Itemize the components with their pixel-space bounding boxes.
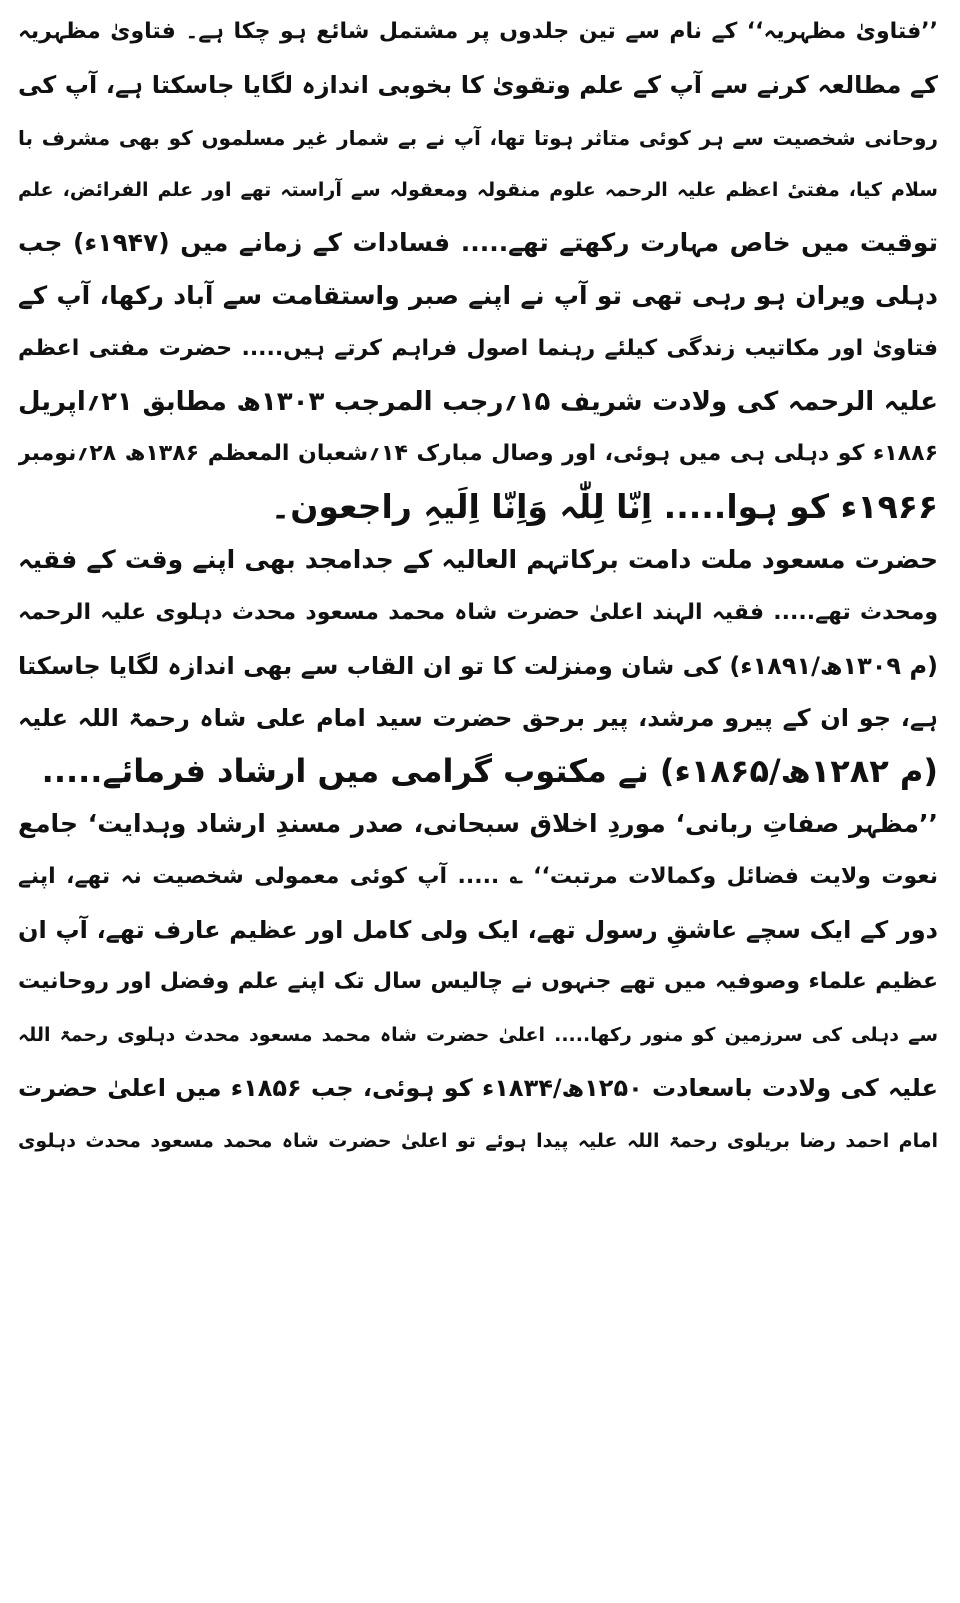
text-line: ۱۸۸۶ء کو دہلی ہی میں ہوئی، اور وصال مبارک ۱۴؍شعبان المعظم ۱۳۸۶ھ ۲۸؍نومبر [18,441,938,467]
paragraph-p3 [18,798,938,1168]
text-line: روحانی شخصیت سے ہر کوئی متاثر ہوتا تھا، آپ نے بے شمار غیر مسلموں کو بھی مشرف با [18,125,938,150]
text-line: علیہ کی ولادت باسعادت ۱۲۵۰ھ/۱۸۳۴ء کو ہوئی، جب ۱۸۵۶ء میں اعلیٰ حضرت [18,1073,938,1102]
text-line: ومحدث تھے..... فقیہ الہند اعلیٰ حضرت شاہ محمد مسعود محدث دہلوی علیہ الرحمہ [18,599,938,625]
paragraph-p2 [18,534,938,798]
text-line: ’’مظہر صفاتِ ربانی‘ موردِ اخلاق سبحانی، صدر مسندِ ارشاد وہدایت‘ جامع [18,808,938,838]
text-line: امام احمد رضا بریلوی رحمۃ اللہ علیہ پیدا ہوئے تو اعلیٰ حضرت شاہ محمد مسعود محدث دہلوی [18,1129,938,1152]
text-line: ’’فتاویٰ مظہریہ‘‘ کے نام سے تین جلدوں پر مشتمل شائع ہو چکا ہے۔ فتاویٰ مظہریہ [18,19,938,44]
text-line: سلام کیا، مفتیٔ اعظم علیہ الرحمہ علوم منقولہ ومعقولہ سے آراستہ تھے اور علم الفرائض، علم [18,179,938,202]
text-line: فتاویٰ اور مکاتیب زندگی کیلئے رہنما اصول فراہم کرتے ہیں..... حضرت مفتی اعظم [18,335,938,361]
paragraph-p1 [18,6,938,534]
text-line: توقیت میں خاص مہارت رکھتے تھے..... فسادات کے زمانے میں (۱۹۴۷ء) جب [18,228,938,258]
text-line: نعوت ولایت فضائل وکمالات مرتبت‘‘ ؎ ..... آپ کوئی معمولی شخصیت نہ تھے، اپنے [18,863,938,889]
text-line: (م ۱۲۸۲ھ/۱۸۶۵ء) نے مکتوب گرامی میں ارشاد فرمائے..... [41,752,938,791]
text-line: ۱۹۶۶ء کو ہوا..... اِنّا لِلّٰہ وَاِنّا اِلَیہِ راجعون۔ [270,487,938,527]
text-line: عظیم علماء وصوفیہ میں تھے جنہوں نے چالیس سال تک اپنے علم وفضل اور روحانیت [18,969,938,995]
text-line: کے مطالعہ کرنے سے آپ کے علم وتقویٰ کا بخوبی اندازہ لگایا جاسکتا ہے، آپ کی [18,70,938,99]
text-line: (م ۱۳۰۹ھ/۱۸۹۱ء) کی شان ومنزلت کا تو ان القاب سے بھی اندازہ لگایا جاسکتا [18,651,938,680]
text-line: سے دہلی کی سرزمین کو منور رکھا..... اعلیٰ حضرت شاہ محمد مسعود محدث دہلوی رحمۃ اللہ [18,1024,938,1047]
text-line: حضرت مسعود ملت دامت برکاتہم العالیہ کے جدامجد بھی اپنے وقت کے فقیہ [18,544,938,574]
text-line: ہے، جو ان کے پیرو مرشد، پیر برحق حضرت سید امام علی شاہ رحمۃ اللہ علیہ [18,704,938,733]
urdu-text-body [18,6,938,1168]
text-line: علیہ الرحمہ کی ولادت شریف ۱۵؍رجب المرجب ۱۳۰۳ھ مطابق ۲۱؍اپریل [18,386,938,417]
text-line: دہلی ویران ہو رہی تھی تو آپ نے اپنے صبر واستقامت سے آباد رکھا، آپ کے [18,280,938,310]
text-line: دور کے ایک سچے عاشقِ رسول تھے، ایک ولی کامل اور عظیم عارف تھے، آپ ان [18,915,938,944]
